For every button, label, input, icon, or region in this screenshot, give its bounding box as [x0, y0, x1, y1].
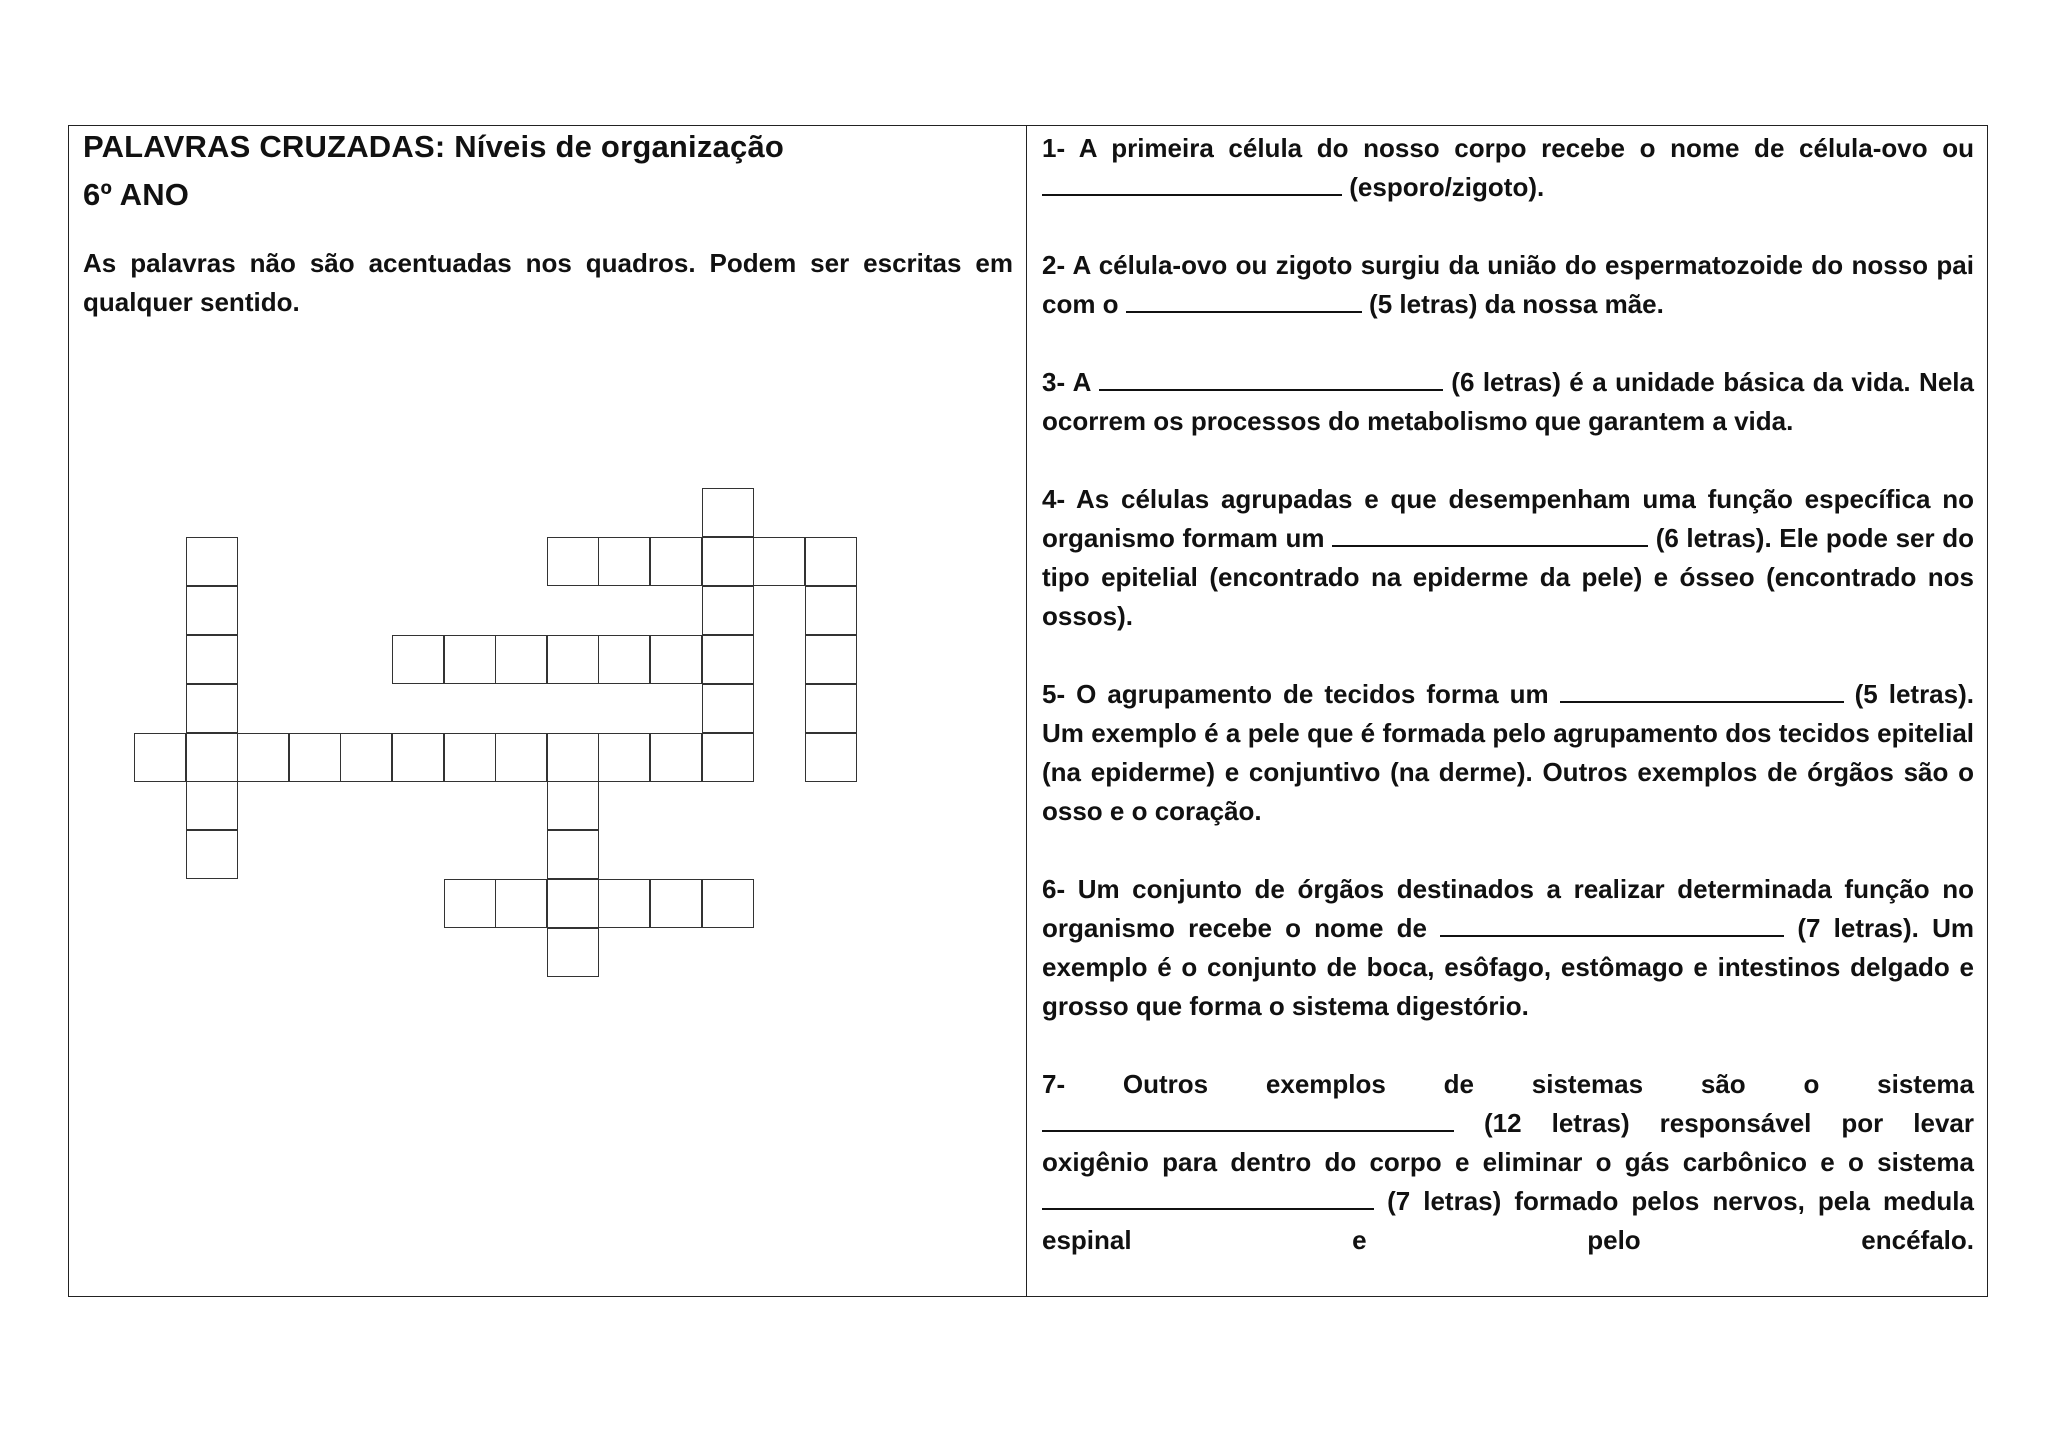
clue-text: (esporo/zigoto).: [1349, 172, 1545, 202]
clue-text: 5- O agrupamento de tecidos forma um: [1042, 679, 1549, 709]
crossword-cell[interactable]: [186, 635, 238, 684]
crossword-cell[interactable]: [702, 635, 754, 684]
crossword-cell[interactable]: [702, 879, 754, 928]
crossword-cell[interactable]: [598, 879, 650, 928]
crossword-cell[interactable]: [805, 684, 857, 733]
crossword-cell[interactable]: [547, 733, 599, 782]
crossword-cell[interactable]: [547, 928, 599, 977]
answer-blank[interactable]: [1042, 1108, 1454, 1132]
crossword-cell[interactable]: [495, 879, 547, 928]
crossword-cell[interactable]: [650, 733, 702, 782]
clue-7: [1042, 1065, 1974, 1260]
clue-text: (12 letras) responsável por levar oxigênio para dentro do corpo e eliminar o gás carbônico e o sistema: [1042, 1108, 1974, 1177]
crossword-cell[interactable]: [392, 733, 444, 782]
crossword-cell[interactable]: [547, 879, 599, 928]
crossword-cell[interactable]: [134, 733, 186, 782]
crossword-cell[interactable]: [547, 830, 599, 879]
clue-text: (6 letras) é a unidade básica da vida. Nela ocorrem os processos do metabolismo que garantem a vida.: [1042, 367, 1974, 436]
answer-blank[interactable]: [1332, 523, 1648, 547]
clue-text: 6- Um conjunto de órgãos destinados a realizar determinada função no organismo recebe o nome de: [1042, 874, 1974, 943]
clue-4: [1042, 480, 1974, 636]
clue-text: 2- A célula-ovo ou zigoto surgiu da união do espermatozoide do nosso pai com o: [1042, 250, 1974, 319]
crossword-cell[interactable]: [340, 733, 392, 782]
clue-6: [1042, 870, 1974, 1026]
crossword-cell[interactable]: [650, 879, 702, 928]
crossword-cell[interactable]: [186, 830, 238, 879]
clue-5: [1042, 675, 1974, 831]
clue-1: [1042, 129, 1974, 207]
crossword-cell[interactable]: [186, 537, 238, 586]
crossword-cell[interactable]: [702, 586, 754, 635]
clue-text: 3- A: [1042, 367, 1091, 397]
crossword-cell[interactable]: [702, 733, 754, 782]
clue-3: [1042, 363, 1974, 441]
answer-blank[interactable]: [1126, 289, 1362, 313]
crossword-cell[interactable]: [753, 537, 805, 586]
crossword-cell[interactable]: [444, 635, 496, 684]
crossword-cell[interactable]: [495, 733, 547, 782]
crossword-cell[interactable]: [650, 537, 702, 586]
crossword-cell[interactable]: [805, 537, 857, 586]
crossword-panel: [69, 126, 1027, 1296]
crossword-cell[interactable]: [392, 635, 444, 684]
clue-text: (7 letras) formado pelos nervos, pela medula espinal e pelo encéfalo.: [1042, 1186, 1974, 1255]
crossword-cell[interactable]: [289, 733, 341, 782]
crossword-cell[interactable]: [805, 586, 857, 635]
clue-text: (5 letras). Um exemplo é a pele que é formada pelo agrupamento dos tecidos epitelial (na epiderme) e conjuntivo (na derme). Outros exemplos de órgãos são o osso e o coração.: [1042, 679, 1974, 826]
crossword-cell[interactable]: [702, 684, 754, 733]
clue-text: 4- As células agrupadas e que desempenham uma função específica no organismo formam um: [1042, 484, 1974, 553]
crossword-cell[interactable]: [237, 733, 289, 782]
worksheet-table: [68, 125, 1988, 1297]
crossword-cell[interactable]: [444, 733, 496, 782]
crossword-cell[interactable]: [598, 635, 650, 684]
clue-text: (7 letras). Um exemplo é o conjunto de boca, esôfago, estômago e intestinos delgado e grosso que forma o sistema digestório.: [1042, 913, 1974, 1021]
grade-label: 6º ANO: [83, 177, 190, 212]
answer-blank[interactable]: [1042, 172, 1342, 196]
clues-panel: [1027, 126, 1989, 1296]
crossword-cell[interactable]: [805, 733, 857, 782]
crossword-cell[interactable]: [598, 733, 650, 782]
answer-blank[interactable]: [1440, 913, 1784, 937]
crossword-cell[interactable]: [547, 537, 599, 586]
crossword-cell[interactable]: [650, 635, 702, 684]
crossword-cell[interactable]: [444, 879, 496, 928]
crossword-cell[interactable]: [186, 586, 238, 635]
clue-2: [1042, 246, 1974, 324]
crossword-cell[interactable]: [186, 733, 238, 782]
clue-text: 7- Outros exemplos de sistemas são o sistema: [1042, 1069, 1974, 1099]
crossword-cell[interactable]: [547, 781, 599, 830]
crossword-cell[interactable]: [186, 684, 238, 733]
crossword-cell[interactable]: [495, 635, 547, 684]
crossword-cell[interactable]: [598, 537, 650, 586]
crossword-cell[interactable]: [186, 781, 238, 830]
instructions-text: As palavras não são acentuadas nos quadros. Podem ser escritas em qualquer sentido.: [83, 248, 1013, 317]
answer-blank[interactable]: [1560, 679, 1844, 703]
crossword-cell[interactable]: [805, 635, 857, 684]
clue-text: (6 letras). Ele pode ser do tipo epitelial (encontrado na epiderme da pele) e ósseo (encontrado nos ossos).: [1042, 523, 1974, 631]
clue-text: 1- A primeira célula do nosso corpo recebe o nome de célula-ovo ou: [1042, 133, 1974, 163]
page-title: PALAVRAS CRUZADAS: Níveis de organização: [83, 129, 785, 164]
crossword-cell[interactable]: [702, 488, 754, 537]
answer-blank[interactable]: [1099, 367, 1443, 391]
crossword-cell[interactable]: [547, 635, 599, 684]
answer-blank[interactable]: [1042, 1186, 1374, 1210]
clue-text: (5 letras) da nossa mãe.: [1369, 289, 1664, 319]
crossword-cell[interactable]: [702, 537, 754, 586]
